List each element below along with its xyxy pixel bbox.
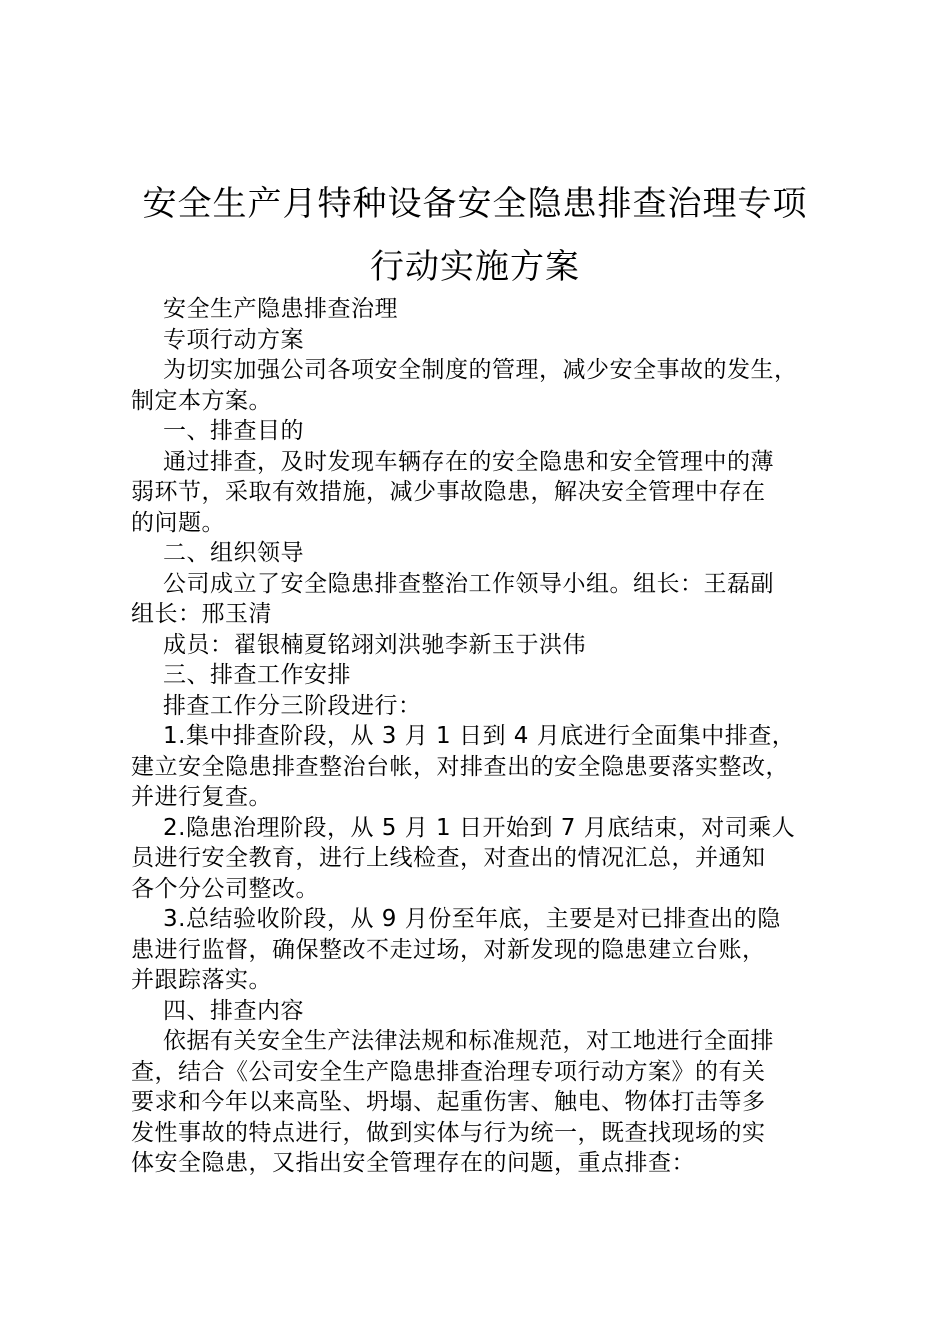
section-heading: 一、排查目的: [163, 418, 304, 444]
paragraph: 2.隐患治理阶段，从 5 月 1 日开始到 7 月底结束，对司乘人 员进行安全教育，进行上线检查，对查出的情况汇总，并通知 各个分公司整改。: [131, 814, 796, 902]
paragraph: 公司成立了安全隐患排查整治工作领导小组。组长：王磊副 组长：邢玉清: [131, 570, 774, 627]
document-title-line-1: 安全生产月特种设备安全隐患排查治理专项: [142, 184, 808, 224]
document-body: [131, 294, 831, 1179]
paragraph: 排查工作分三阶段进行：: [163, 692, 422, 719]
section-heading: 二、组织领导: [163, 540, 304, 566]
section-heading: 三、排查工作安排: [163, 662, 351, 688]
document-title-line-2: 行动实施方案: [370, 247, 580, 287]
paragraph: 成员：翟银楠夏铭翊刘洪驰李新玉于洪伟: [163, 631, 586, 658]
section-heading: 四、排查内容: [163, 997, 304, 1024]
paragraph: 安全生产隐患排查治理: [163, 296, 398, 322]
paragraph: 通过排查，及时发现车辆存在的安全隐患和安全管理中的薄 弱环节，采取有效措施，减少事故隐患，解决安全管理中存在 的问题。: [131, 448, 774, 536]
paragraph: 3.总结验收阶段，从 9 月份至年底，主要是对已排查出的隐 患进行监督，确保整改不走过场，对新发现的隐患建立台账， 并跟踪落实。: [131, 906, 781, 993]
paragraph: 为切实加强公司各项安全制度的管理，减少安全事故的发生， 制定本方案。: [131, 357, 798, 414]
paragraph: 1.集中排查阶段，从 3 月 1 日到 4 月底进行全面集中排查， 建立安全隐患排查整治台帐，对排查出的安全隐患要落实整改， 并进行复查。: [131, 723, 796, 810]
paragraph: 依据有关安全生产法律法规和标准规范，对工地进行全面排 查，结合《公司安全生产隐患排查治理专项行动方案》的有关 要求和今年以来高坠、坍塌、起重伤害、触电、物体打击等多 发性事故的特点进行，做到实体与行为统一，既查找现场的实 体安全隐患，又指出安全管理存在的问题，重点排查：: [131, 1028, 774, 1176]
paragraph: 专项行动方案: [163, 326, 304, 353]
